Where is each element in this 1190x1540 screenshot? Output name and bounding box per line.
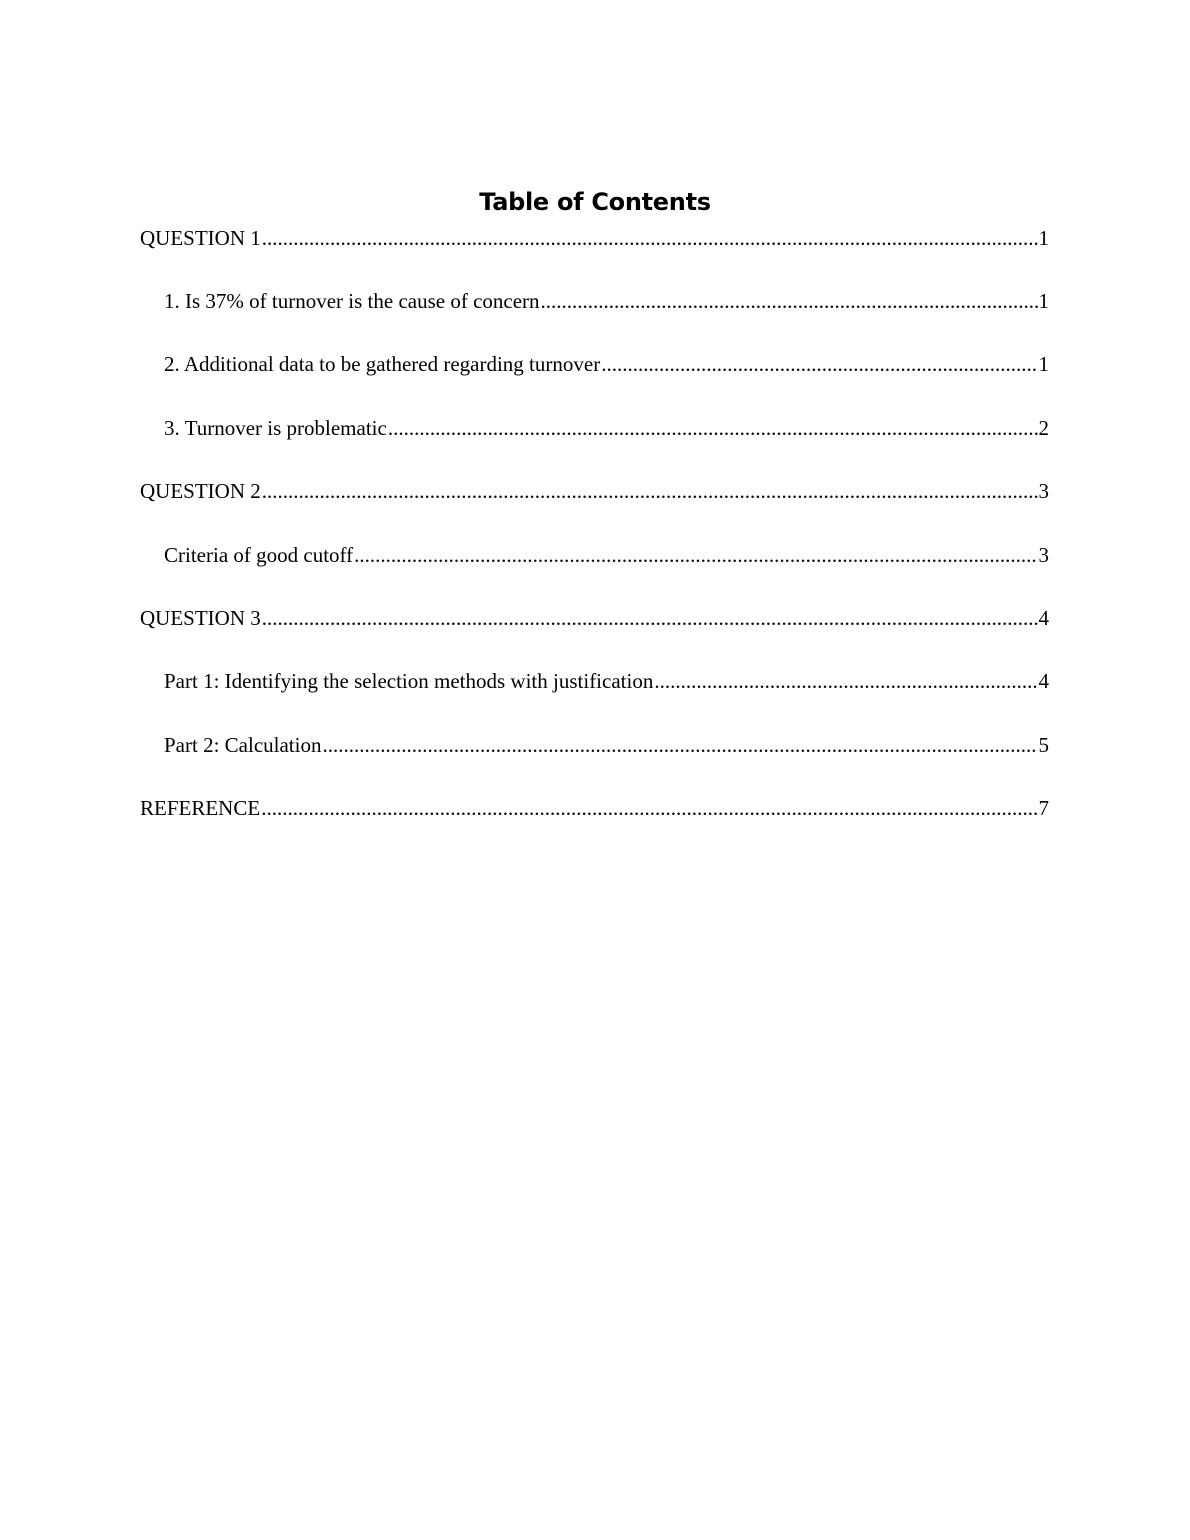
toc-entry-reference[interactable] (140, 795, 1049, 821)
toc-page-number: 2 (1038, 416, 1049, 440)
toc-dot-leader (262, 478, 1038, 504)
toc-page-number: 7 (1038, 796, 1049, 820)
toc-entry-text: 3. Turnover is problematic (164, 416, 387, 440)
toc-entry-text: QUESTION 2 (140, 479, 261, 503)
toc-dot-leader (541, 288, 1038, 314)
toc-entry-text: 2. Additional data to be gathered regarding turnover (164, 352, 601, 376)
toc-entry-selection-methods[interactable] (164, 668, 1049, 694)
toc-entry-question-2[interactable] (140, 478, 1049, 504)
toc-entry-turnover-problematic[interactable] (164, 415, 1049, 441)
toc-entry-additional-data[interactable] (164, 351, 1049, 377)
toc-page-number: 1 (1038, 289, 1049, 313)
toc-entry-text: Part 1: Identifying the selection methods with justification (164, 669, 654, 693)
toc-entry-calculation[interactable] (164, 732, 1049, 758)
toc-entry-text: Criteria of good cutoff (164, 543, 354, 567)
toc-dot-leader (654, 668, 1037, 694)
toc-entry-good-cutoff[interactable] (164, 542, 1049, 568)
toc-entry-text: 1. Is 37% of turnover is the cause of concern (164, 289, 540, 313)
toc-page-number: 4 (1038, 606, 1049, 630)
toc-page-number: 3 (1038, 479, 1049, 503)
toc-entry-question-3[interactable] (140, 605, 1049, 631)
toc-entry-text: REFERENCE (140, 796, 261, 820)
toc-dot-leader (354, 542, 1037, 568)
toc-page-number: 3 (1038, 543, 1049, 567)
toc-dot-leader (262, 605, 1038, 631)
toc-entry-turnover-concern[interactable] (164, 288, 1049, 314)
toc-entry-question-1[interactable] (140, 225, 1049, 251)
toc-entry-text: QUESTION 1 (140, 226, 261, 250)
toc-dot-leader (322, 732, 1037, 758)
toc-dot-leader (388, 415, 1038, 441)
toc-dot-leader (262, 225, 1038, 251)
toc-entry-text: Part 2: Calculation (164, 733, 322, 757)
toc-page-number: 4 (1038, 669, 1049, 693)
toc-dot-leader (261, 795, 1037, 821)
toc-dot-leader (601, 351, 1037, 377)
toc-page-number: 1 (1038, 352, 1049, 376)
toc-page-number: 5 (1038, 733, 1049, 757)
toc-title: Table of Contents (479, 188, 711, 216)
toc-page-number: 1 (1038, 226, 1049, 250)
toc-entry-text: QUESTION 3 (140, 606, 261, 630)
